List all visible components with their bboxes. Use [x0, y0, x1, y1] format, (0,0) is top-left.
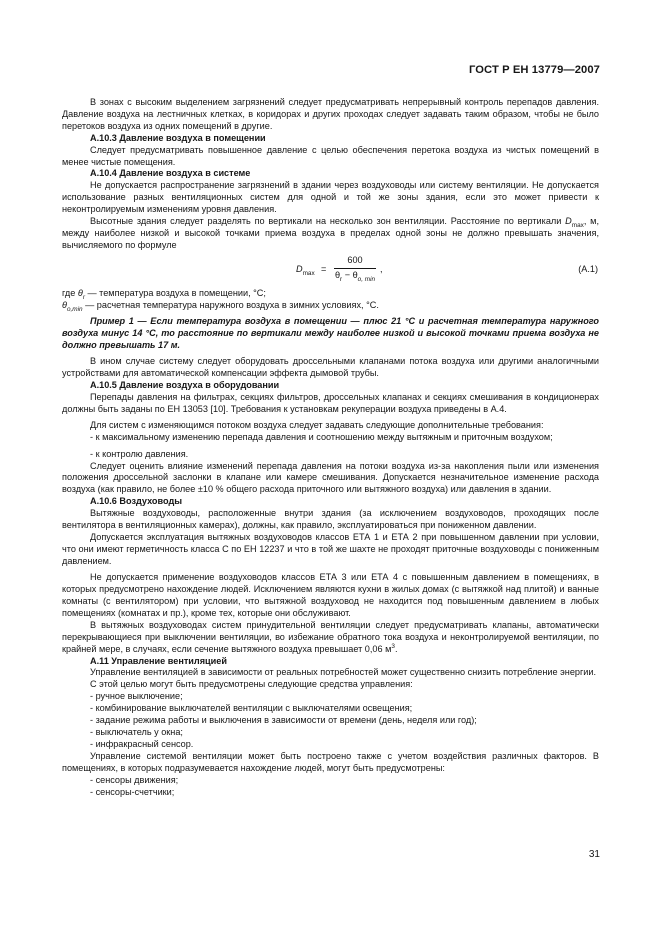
paragraph: С этой целью могут быть предусмотрены следующие средства управления: — [90, 679, 413, 690]
paragraph: Не допускается распространение загрязнений в здании через воздуховоды или систему вентиляции. Не допускается использование разных вентиляционных систем для одной и той же зоны здания, если это может привести к неконтролируемым изменениям уровня давления. — [62, 180, 599, 215]
formula-trailing-comma: , — [380, 263, 383, 274]
list-item: - к максимальному изменению перепада давления и соотношению между вытяжным и приточным воздухом; — [90, 432, 553, 443]
list-item: - сенсоры движения; — [90, 774, 179, 785]
paragraph: В ином случае систему следует оборудовать дроссельными клапанами потока воздуха или другими аналогичными устройствами для автоматической компенсации эффекта дымовой трубы. — [62, 356, 599, 379]
paragraph-text: . — [394, 643, 398, 654]
section-heading-a10-3: А.10.3 Давление воздуха в помещении — [90, 132, 266, 143]
formula-legend-item — [62, 288, 599, 300]
legend-symbol: θ — [77, 287, 83, 298]
symbol-subscript: max — [571, 221, 584, 229]
list-item: - задание режима работы и выключения в зависимости от времени (день, неделя или год); — [90, 715, 477, 726]
paragraph-text: Высотные здания следует разделять по вертикали на несколько зон вентиляции. Расстояние по вертикали — [90, 216, 566, 227]
formula-numerator: 600 — [334, 255, 376, 269]
paragraph: Следует предусматривать повышенное давление с целью обеспечения перетока воздуха из чистых помещений в менее чистые помещения. — [62, 144, 599, 167]
legend-subscript: o,min — [66, 305, 83, 313]
paragraph: Не допускается применение воздуховодов классов ЕТА 3 или ЕТА 4 с повышенным давлением в помещениях, в которых предусмотрено нахождение людей. Исключением являются кухни в жилых домах (с вытяжкой над плитой) и ванные комнаты (с вентилятором) при условии, что вытяжной воздуховод не находится под повышенным давлением в любых помещениях (комнатах и пр.), кроме тех, которые они обслуживают. — [62, 572, 599, 618]
superscript: 3 — [391, 642, 395, 650]
legend-symbol: θ — [62, 299, 67, 310]
paragraph-with-superscript — [62, 620, 599, 656]
paragraph: Управление вентиляцией в зависимости от реальных потребностей может существенно снизить потребление энергии. — [90, 667, 597, 678]
paragraph: Следует оценить влияние изменений перепада давления на потоки воздуха из-за накопления пыли или изменения положения дроссельной заслонки в клапане или камере смешивания. Допускается незначительное изменение расхода воздуха (как правило, не более ±10 % общего расхода приточного или вытяжного воздуха) или давления в здании. — [62, 460, 599, 495]
paragraph-text: В вытяжных воздуховодах систем принудительной вентиляции следует предусматривать клапаны, автоматически перекрывающиеся при выключении вентиляции, во избежание обратного тока воздуха и неконтролируемой вентиляции, по крайней мере, в случаях, если сечение вытяжного воздуха превышает 0,06 м — [62, 619, 599, 654]
formula-lhs-subscript: max — [302, 269, 315, 277]
formula-equals: = — [321, 263, 327, 274]
legend-prefix: где — [62, 287, 78, 298]
legend-text: — расчетная температура наружного воздуха в зимних условиях, °С. — [82, 299, 379, 310]
paragraph-with-symbol — [62, 216, 599, 252]
theta-r: θ — [334, 269, 341, 280]
theta-o: θ — [352, 269, 358, 280]
section-heading-a10-5: А.10.5 Давление воздуха в оборудовании — [90, 380, 280, 391]
list-item: - выключатель у окна; — [90, 727, 183, 737]
minus-sign: − — [342, 269, 353, 280]
section-heading-a10-4: А.10.4 Давление воздуха в системе — [90, 168, 251, 179]
formula-denominator — [334, 269, 376, 282]
paragraph: Для систем с изменяющимся потоком воздуха следует задавать следующие дополнительные требования: — [90, 420, 544, 431]
section-heading-a11: А.11 Управление вентиляцией — [90, 655, 227, 666]
section-heading-a10-6: А.10.6 Воздуховоды — [90, 496, 183, 507]
legend-text: — температура воздуха в помещении, °С; — [84, 287, 266, 298]
formula-lhs — [296, 264, 315, 276]
list-item: - комбинирование выключателей вентиляции с выключателями освещения; — [90, 703, 413, 714]
formula-fraction — [334, 255, 376, 282]
list-item: - ручное выключение; — [90, 691, 183, 702]
formula-number: (А.1) — [578, 263, 598, 274]
list-item: - сенсоры-счетчики; — [90, 786, 175, 797]
paragraph: Управление системой вентиляции может быть построено также с учетом воздействия различных факторов. В помещениях, в которых подразумевается нахождение людей, могут быть предусмотрены: — [62, 750, 599, 773]
paragraph: В зонах с высоким выделением загрязнений следует предусматривать непрерывный контроль перепадов давления. Давление воздуха на лестничных клетках, в коридорах и других проходах следует задавать таким образом, чтобы не было перетоков воздуха из одних помещений в другие. — [62, 97, 599, 131]
formula-legend-item — [62, 300, 599, 312]
paragraph: Допускается эксплуатация вытяжных воздуховодов классов ЕТА 1 и ЕТА 2 при повышенном давлении при условии, что они имеют герметичность класса С по ЕН 12237 и что в той же шахте не проходят приточные воздуховоды с пониженным давлением. — [62, 532, 599, 566]
symbol: D — [565, 216, 572, 227]
paragraph-text: , м, между наиболее низкой и высокой точками приема воздуха в пределах одной зоны не должно превышать значения, вычисляемого по формуле — [62, 216, 599, 250]
document-body — [62, 97, 599, 798]
list-item: - инфракрасный сенсор. — [90, 738, 194, 749]
formula-lhs-symbol: D — [296, 263, 303, 274]
document-header: ГОСТ Р ЕН 13779—2007 — [468, 64, 600, 76]
legend-subscript: r — [82, 293, 85, 301]
page-number: 31 — [588, 849, 600, 860]
theta-r-subscript: r — [340, 275, 343, 283]
example-1: Пример 1 — Если температура воздуха в помещении — плюс 21 °С и расчетная температура наружного воздуха минус 14 °С, то расстояние по вертикали между наиболее низкой и высокой точками приема воздуха не должно превышать 17 м. — [62, 316, 599, 350]
paragraph: Перепады давления на фильтрах, секциях фильтров, дроссельных клапанах и секциях смешивания в кондиционерах должны быть заданы по ЕН 13053 [10]. Требования к установкам рекуперации воздуха приведены в А.4. — [62, 392, 599, 414]
paragraph: Вытяжные воздуховоды, расположенные внутри здания (за исключением воздуховодов, проходящих после вентилятора в вентиляционных камерах), должны, как правило, эксплуатироваться при пониженном давлении. — [62, 508, 599, 531]
theta-o-subscript: o, min — [357, 275, 376, 283]
list-item: - к контролю давления. — [90, 448, 189, 459]
formula-a1 — [62, 255, 599, 284]
